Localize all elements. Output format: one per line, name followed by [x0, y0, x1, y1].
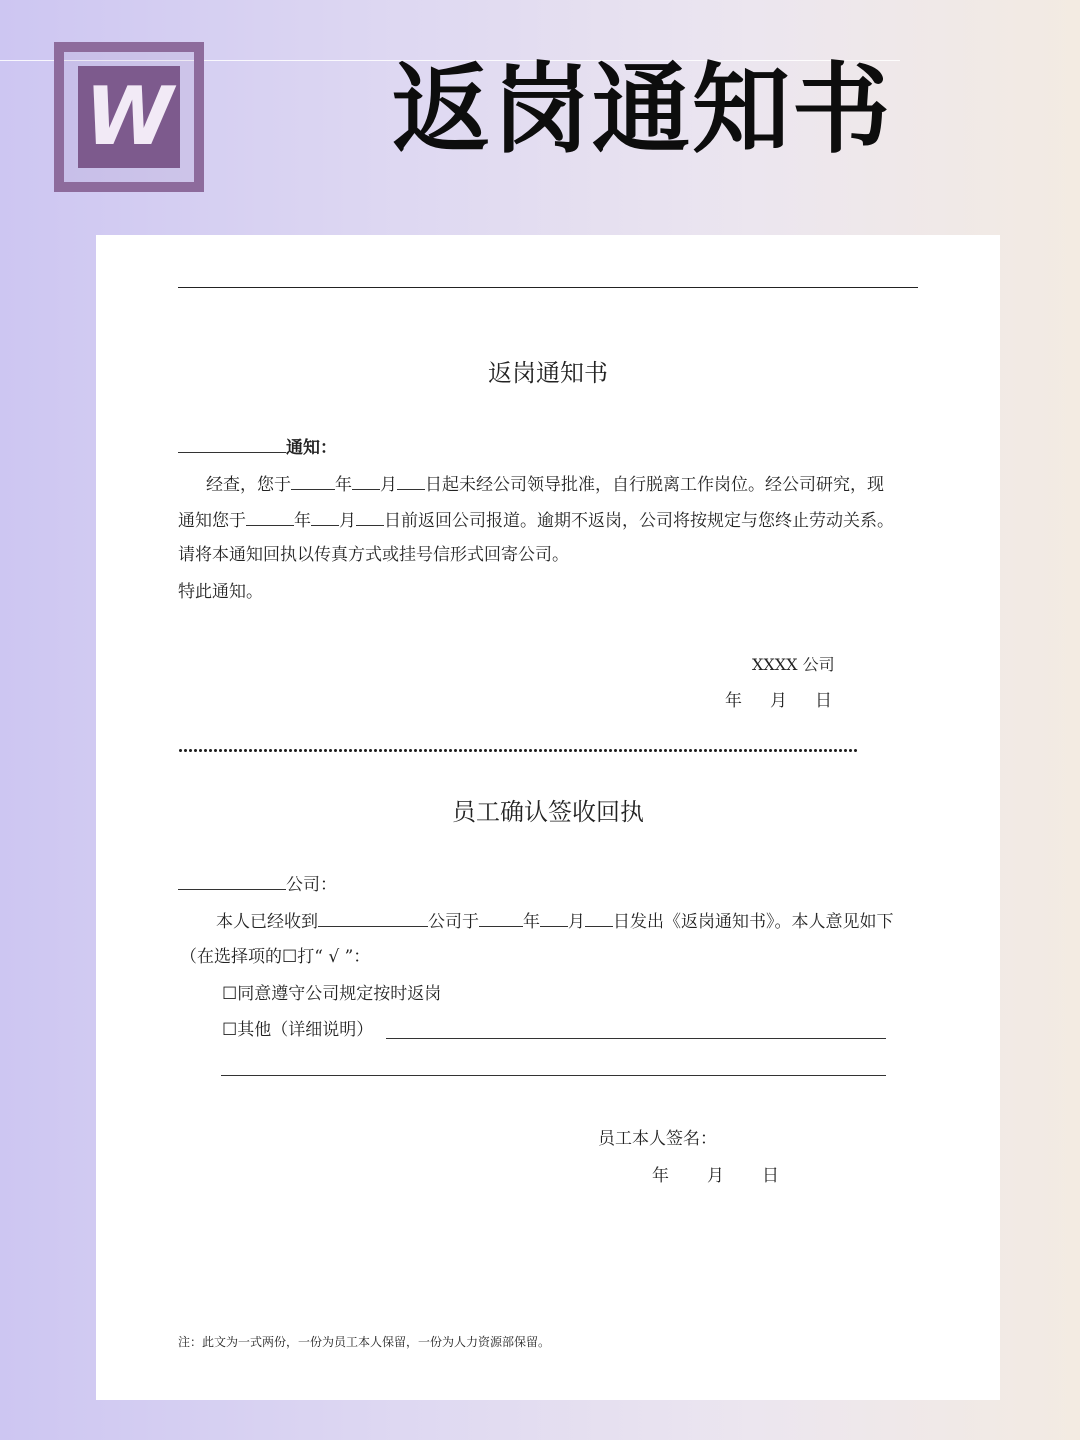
header-rule — [178, 287, 918, 288]
text: 月 — [770, 691, 787, 711]
word-logo-icon — [54, 42, 204, 192]
text: 年 — [335, 475, 352, 495]
text: 年 — [294, 511, 311, 531]
receipt-line-2: （在选择项的☐打“ √ ”： — [180, 947, 371, 967]
day-blank[interactable] — [397, 473, 425, 490]
text: 年 — [523, 912, 540, 932]
company-blank[interactable] — [178, 873, 286, 890]
year-blank[interactable] — [479, 910, 523, 927]
text: 日起未经公司领导批准，自行脱离工作岗位。经公司研究，现 — [425, 475, 884, 495]
receipt-date — [652, 1166, 779, 1186]
day-blank[interactable] — [356, 509, 384, 526]
text: 日 — [815, 691, 832, 711]
text: 日发出《返岗通知书》。本人意见如下 — [613, 912, 894, 932]
notice-signer: XXXX 公司 — [752, 655, 835, 674]
footnote: 注：此文为一式两份，一份为员工本人保留，一份为人力资源部保留。 — [178, 1335, 551, 1349]
notice-date — [725, 691, 832, 711]
year-blank[interactable] — [291, 473, 335, 490]
year-blank[interactable] — [246, 509, 294, 526]
text: 经查，您于 — [206, 475, 291, 495]
notice-title: 返岗通知书 — [488, 359, 608, 387]
notice-addressee — [178, 436, 337, 458]
receipt-addressee — [178, 873, 337, 895]
month-blank[interactable] — [352, 473, 380, 490]
company-name-blank[interactable] — [318, 910, 428, 927]
banner-title: 返岗通知书 — [392, 53, 893, 167]
option-other[interactable]: ☐其他（详细说明） — [222, 1020, 374, 1040]
month-blank[interactable] — [311, 509, 339, 526]
text: 公司： — [286, 875, 337, 895]
day-blank[interactable] — [585, 910, 613, 927]
notice-line-2 — [178, 509, 894, 531]
notice-closing: 特此通知。 — [178, 582, 263, 602]
notice-line-3: 请将本通知回执以传真方式或挂号信形式回寄公司。 — [178, 545, 569, 565]
text: 月 — [707, 1166, 724, 1186]
addressee-blank[interactable] — [178, 436, 286, 453]
text: 年 — [652, 1166, 669, 1186]
document-page — [96, 235, 1000, 1400]
text: 月 — [380, 475, 397, 495]
receipt-line-1 — [216, 910, 894, 932]
text: 年 — [725, 691, 742, 711]
addressee-suffix: 通知： — [286, 438, 337, 458]
other-detail-line-2[interactable] — [221, 1075, 886, 1076]
text: 通知您于 — [178, 511, 246, 531]
text: 本人已经收到 — [216, 912, 318, 932]
text: 月 — [568, 912, 585, 932]
signature-label: 员工本人签名： — [598, 1129, 717, 1149]
text: 日 — [762, 1166, 779, 1186]
month-blank[interactable] — [540, 910, 568, 927]
text: 日前返回公司报道。逾期不返岗，公司将按规定与您终止劳动关系。 — [384, 511, 894, 531]
notice-line-1 — [206, 473, 884, 495]
receipt-title: 员工确认签收回执 — [452, 798, 644, 826]
text: 月 — [339, 511, 356, 531]
cut-line — [178, 749, 858, 752]
text: 公司于 — [428, 912, 479, 932]
other-detail-line-1[interactable] — [386, 1038, 886, 1039]
word-logo-letter: W — [84, 70, 174, 163]
option-agree[interactable]: ☐同意遵守公司规定按时返岗 — [222, 984, 442, 1004]
